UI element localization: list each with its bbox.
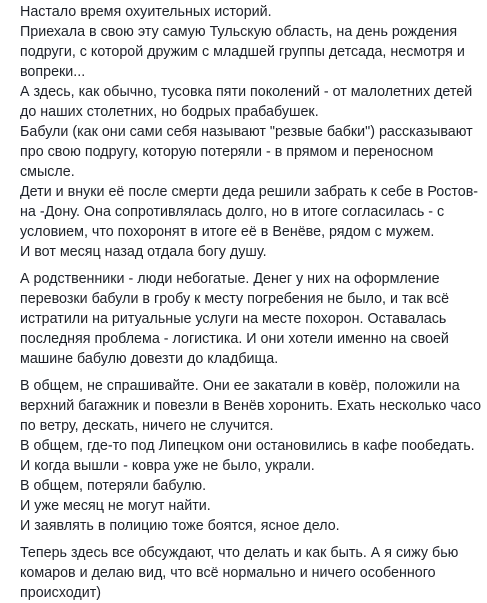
post-line: Теперь здесь все обсуждают, что делать и как быть. А я сижу бью <box>20 545 459 561</box>
post-line: комаров и делаю вид, что всё нормально и ничего особенного <box>20 565 436 581</box>
post-line: В общем, потеряли бабулю. <box>20 478 207 494</box>
post-line: Дети и внуки её после смерти деда решили забрать к себе в Ростов- <box>20 184 479 200</box>
post-line: до наших столетних, но бодрых прабабушек. <box>20 104 319 120</box>
post-line: Бабули (как они сами себя называют "резвые бабки") рассказывают <box>20 124 473 140</box>
post-paragraph <box>20 376 487 536</box>
post-line: Настало время охуительных историй. <box>20 4 272 20</box>
post-line: А родственники - люди небогатые. Денег у них на оформление <box>20 271 440 287</box>
post-line: машине бабулю довезти до кладбища. <box>20 351 279 367</box>
post-line: истратили на ритуальные услуги на месте похорон. Оставалась <box>20 311 447 327</box>
post-line: условием, что похоронят в итоге её в Венёве, рядом с мужем. <box>20 224 435 240</box>
post-line: происходит) <box>20 585 102 601</box>
post-line: последняя проблема - логистика. И они хотели именно на своей <box>20 331 449 347</box>
post-line: В общем, не спрашивайте. Они ее закатали в ковёр, положили на <box>20 378 460 394</box>
post-line: по ветру, дескать, ничего не случится. <box>20 418 274 434</box>
post-line: верхний багажник и повезли в Венёв хоронить. Ехать несколько часо <box>20 398 482 414</box>
post-paragraph <box>20 269 487 369</box>
post-line: В общем, где-то под Липецком они остановились в кафе пообедать. <box>20 438 475 454</box>
post-line: вопреки... <box>20 64 86 80</box>
post-line: про свою подругу, которую потеряли - в прямом и переносном <box>20 144 434 160</box>
post-line: И заявлять в полицию тоже боятся, ясное дело. <box>20 518 340 534</box>
post-line: подруги, с которой дружим с младшей группы детсада, несмотря и <box>20 44 465 60</box>
post-line: И когда вышли - ковра уже не было, украли. <box>20 458 315 474</box>
post-paragraph <box>20 2 487 262</box>
post-line: И уже месяц не могут найти. <box>20 498 211 514</box>
post-line: смысле. <box>20 164 75 180</box>
post-line: на -Дону. Она сопротивлялась долго, но в итоге согласилась - с <box>20 204 445 220</box>
post-line: А здесь, как обычно, тусовка пяти поколений - от малолетних детей <box>20 84 473 100</box>
post-paragraph <box>20 543 487 603</box>
post-line: перевозки бабули в гробу к месту погребения не было, и так всё <box>20 291 450 307</box>
post-line: Приехала в свою эту самую Тульскую область, на день рождения <box>20 24 458 40</box>
post-line: И вот месяц назад отдала богу душу. <box>20 244 267 260</box>
